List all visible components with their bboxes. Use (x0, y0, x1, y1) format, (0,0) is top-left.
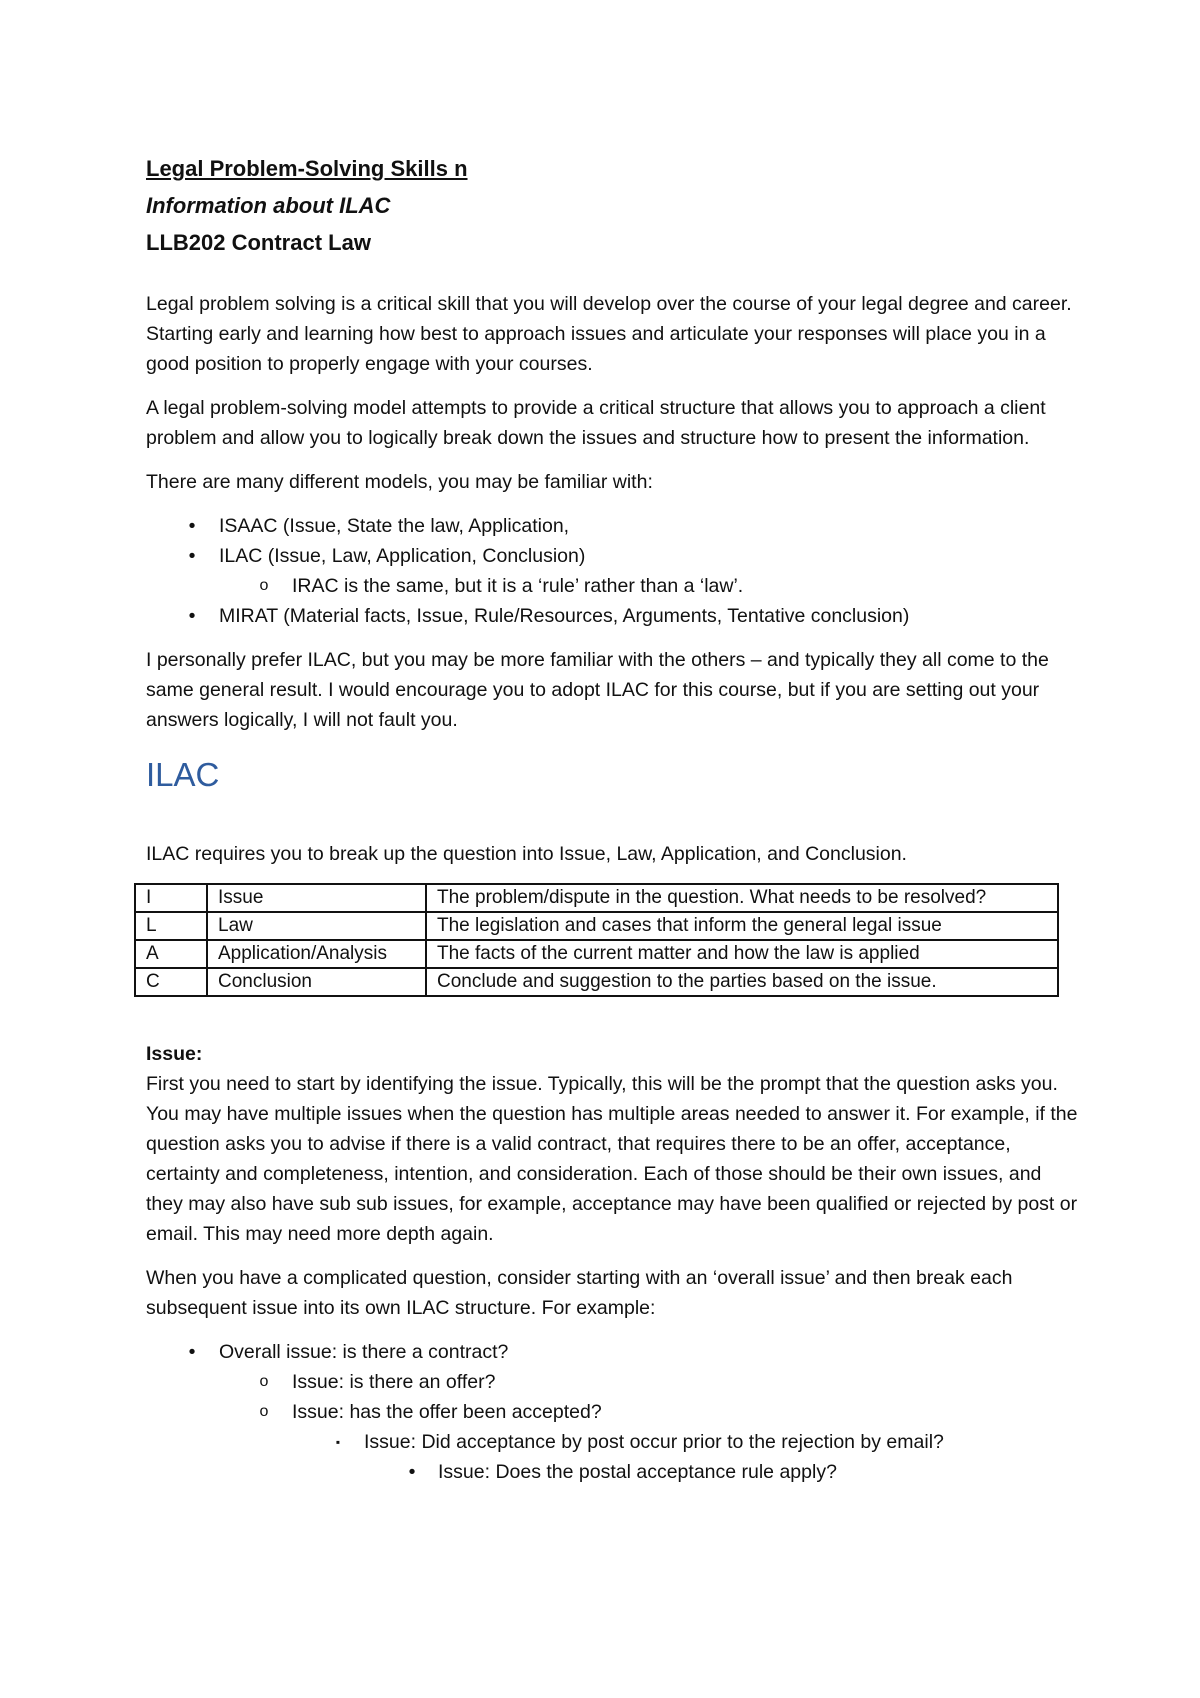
list-item (146, 1427, 1080, 1457)
course-code: LLB202 Contract Law (146, 230, 371, 255)
table-cell: Conclude and suggestion to the parties based on the issue. (426, 968, 1058, 996)
bullet-icon: • (188, 515, 196, 537)
list-item (146, 511, 1080, 541)
list-item-text: Issue: Did acceptance by post occur prior to the rejection by email? (364, 1431, 944, 1453)
issue-heading: Issue: (146, 1043, 203, 1065)
list-item (146, 571, 1080, 601)
list-item (146, 541, 1080, 571)
table-row (135, 884, 1058, 912)
table-cell: The legislation and cases that inform the general legal issue (426, 912, 1058, 940)
ilac-intro: ILAC requires you to break up the question into Issue, Law, Application, and Conclusion. (146, 843, 907, 865)
table-row (135, 968, 1058, 996)
list-item (146, 1337, 1080, 1367)
circle-bullet-icon: o (259, 577, 269, 594)
table-cell: Issue (207, 884, 426, 912)
bullet-icon: • (188, 605, 196, 627)
table-cell: I (135, 884, 207, 912)
table-cell: A (135, 940, 207, 968)
list-item-text: ILAC (Issue, Law, Application, Conclusion) (219, 545, 586, 567)
table-cell: The facts of the current matter and how the law is applied (426, 940, 1058, 968)
list-item (146, 601, 1080, 631)
ilac-table (134, 883, 1059, 997)
table-cell: The problem/dispute in the question. What needs to be resolved? (426, 884, 1058, 912)
square-bullet-icon: ▪ (335, 1435, 341, 1449)
issue-paragraph-2: When you have a complicated question, consider starting with an ‘overall issue’ and then break each subsequent issue into its own ILAC structure. For example: (146, 1267, 1013, 1319)
table-cell: C (135, 968, 207, 996)
list-item (146, 1457, 1080, 1487)
issue-example-list (146, 1337, 1080, 1487)
table-row (135, 912, 1058, 940)
issue-paragraph-1: First you need to start by identifying the issue. Typically, this will be the prompt that the question asks you. You may have multiple issues when the question has multiple areas needed to answer it. For example, if the question asks you to advise if there is a valid contract, that requires there to be an offer, acceptance, certainty and completeness, intention, and consideration. Each of those should be their own issues, and they may also have sub sub issues, for example, acceptance may have been qualified or rejected by post or email. This may need more depth again. (146, 1073, 1078, 1245)
preference-paragraph: I personally prefer ILAC, but you may be more familiar with the others – and typically they all come to the same general result. I would encourage you to adopt ILAC for this course, but if you are setting out your answers logically, I will not fault you. (146, 649, 1049, 731)
list-item (146, 1397, 1080, 1427)
intro-paragraph-2: A legal problem-solving model attempts to provide a critical structure that allows you to approach a client problem and allow you to logically break down the issues and structure how to present the information. (146, 397, 1046, 449)
document-subtitle: Information about ILAC (146, 193, 391, 218)
table-cell: Law (207, 912, 426, 940)
document-title: Legal Problem-Solving Skills n (146, 156, 468, 181)
ilac-heading: ILAC (146, 756, 220, 793)
list-item-text: Issue: Does the postal acceptance rule apply? (438, 1461, 837, 1483)
circle-bullet-icon: o (259, 1403, 269, 1420)
models-list (146, 511, 1080, 631)
list-item-text: MIRAT (Material facts, Issue, Rule/Resources, Arguments, Tentative conclusion) (219, 605, 910, 627)
bullet-icon: • (408, 1461, 416, 1483)
table-cell: Conclusion (207, 968, 426, 996)
list-item (146, 1367, 1080, 1397)
bullet-icon: • (188, 1341, 196, 1363)
table-cell: Application/Analysis (207, 940, 426, 968)
list-item-text: ISAAC (Issue, State the law, Application, (219, 515, 570, 537)
bullet-icon: • (188, 545, 196, 567)
list-item-text: IRAC is the same, but it is a ‘rule’ rather than a ‘law’. (292, 575, 744, 597)
table-row (135, 940, 1058, 968)
circle-bullet-icon: o (259, 1373, 269, 1390)
intro-paragraph-3: There are many different models, you may be familiar with: (146, 471, 653, 493)
list-item-text: Overall issue: is there a contract? (219, 1341, 509, 1363)
list-item-text: Issue: is there an offer? (292, 1371, 496, 1393)
table-cell: L (135, 912, 207, 940)
list-item-text: Issue: has the offer been accepted? (292, 1401, 602, 1423)
intro-paragraph-1: Legal problem solving is a critical skill that you will develop over the course of your legal degree and career. Starting early and learning how best to approach issues and articulate your responses will place you in a good position to properly engage with your courses. (146, 293, 1072, 375)
